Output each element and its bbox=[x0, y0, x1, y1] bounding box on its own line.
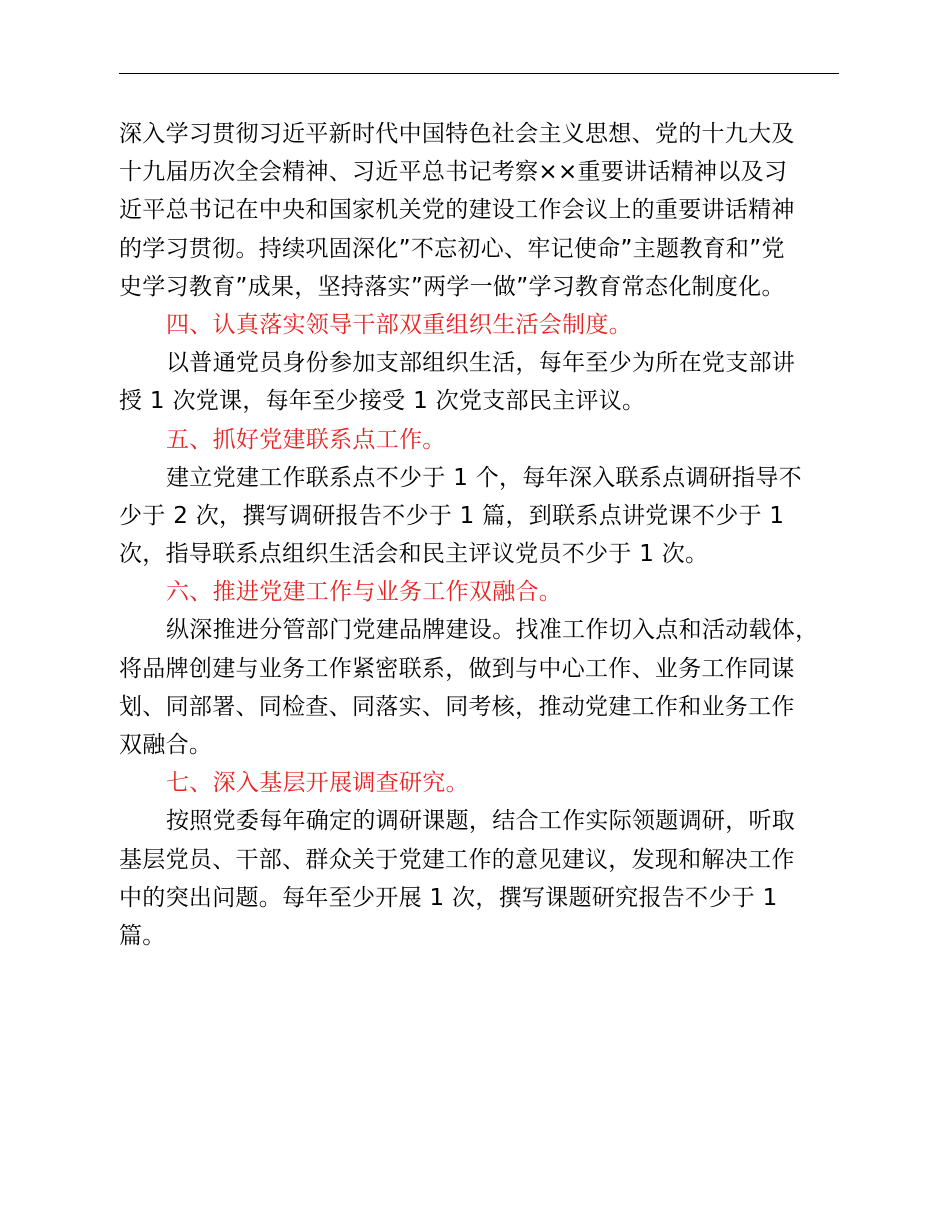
header-rule bbox=[119, 73, 839, 74]
section-six bbox=[119, 573, 864, 764]
section-four bbox=[119, 306, 864, 421]
paragraph-line: 中的突出问题。每年至少开展 1 次，撰写课题研究报告不少于 1 bbox=[119, 884, 778, 911]
paragraph-line: 授 1 次党课，每年至少接受 1 次党支部民主评议。 bbox=[119, 388, 646, 415]
section-heading: 四、认真落实领导干部双重组织生活会制度。 bbox=[166, 311, 632, 338]
paragraph-line: 建立党建工作联系点不少于 1 个，每年深入联系点调研指导不 bbox=[166, 464, 802, 491]
paragraph-line: 史学习教育”成果，坚持落实”两学一做”学习教育常态化制度化。 bbox=[119, 273, 785, 300]
paragraph-line: 基层党员、干部、群众关于党建工作的意见建议，发现和解决工作 bbox=[119, 846, 795, 873]
section-seven bbox=[119, 764, 864, 955]
section-heading: 七、深入基层开展调查研究。 bbox=[166, 770, 469, 797]
paragraph-line: 近平总书记在中央和国家机关党的建设工作会议上的重要讲话精神 bbox=[119, 197, 795, 224]
paragraph-line: 十九届历次全会精神、习近平总书记考察××重要讲话精神以及习 bbox=[119, 159, 788, 186]
intro-paragraph bbox=[119, 115, 864, 306]
paragraph-line: 按照党委每年确定的调研课题，结合工作实际领题调研，听取 bbox=[166, 808, 796, 835]
paragraph-line: 纵深推进分管部门党建品牌建设。找准工作切入点和活动载体， bbox=[166, 617, 819, 644]
paragraph-line: 双融合。 bbox=[119, 732, 213, 758]
paragraph-line: 的学习贯彻。持续巩固深化”不忘初心、牢记使命”主题教育和”党 bbox=[119, 235, 785, 262]
section-heading: 六、推进党建工作与业务工作双融合。 bbox=[166, 579, 563, 606]
paragraph-line: 深入学习贯彻习近平新时代中国特色社会主义思想、党的十九大及 bbox=[119, 121, 795, 147]
section-heading: 五、抓好党建联系点工作。 bbox=[166, 426, 446, 453]
paragraph-line: 以普通党员身份参加支部组织生活，每年至少为所在党支部讲 bbox=[166, 350, 796, 377]
document-body bbox=[119, 115, 864, 955]
paragraph-line: 次，指导联系点组织生活会和民主评议党员不少于 1 次。 bbox=[119, 541, 709, 568]
section-five bbox=[119, 421, 864, 574]
paragraph-line: 将品牌创建与业务工作紧密联系，做到与中心工作、业务工作同谋 bbox=[119, 655, 795, 682]
paragraph-line: 篇。 bbox=[119, 922, 166, 949]
paragraph-line: 划、同部署、同检查、同落实、同考核，推动党建工作和业务工作 bbox=[119, 693, 795, 720]
paragraph-line: 少于 2 次，撰写调研报告不少于 1 篇，到联系点讲党课不少于 1 bbox=[119, 502, 785, 529]
